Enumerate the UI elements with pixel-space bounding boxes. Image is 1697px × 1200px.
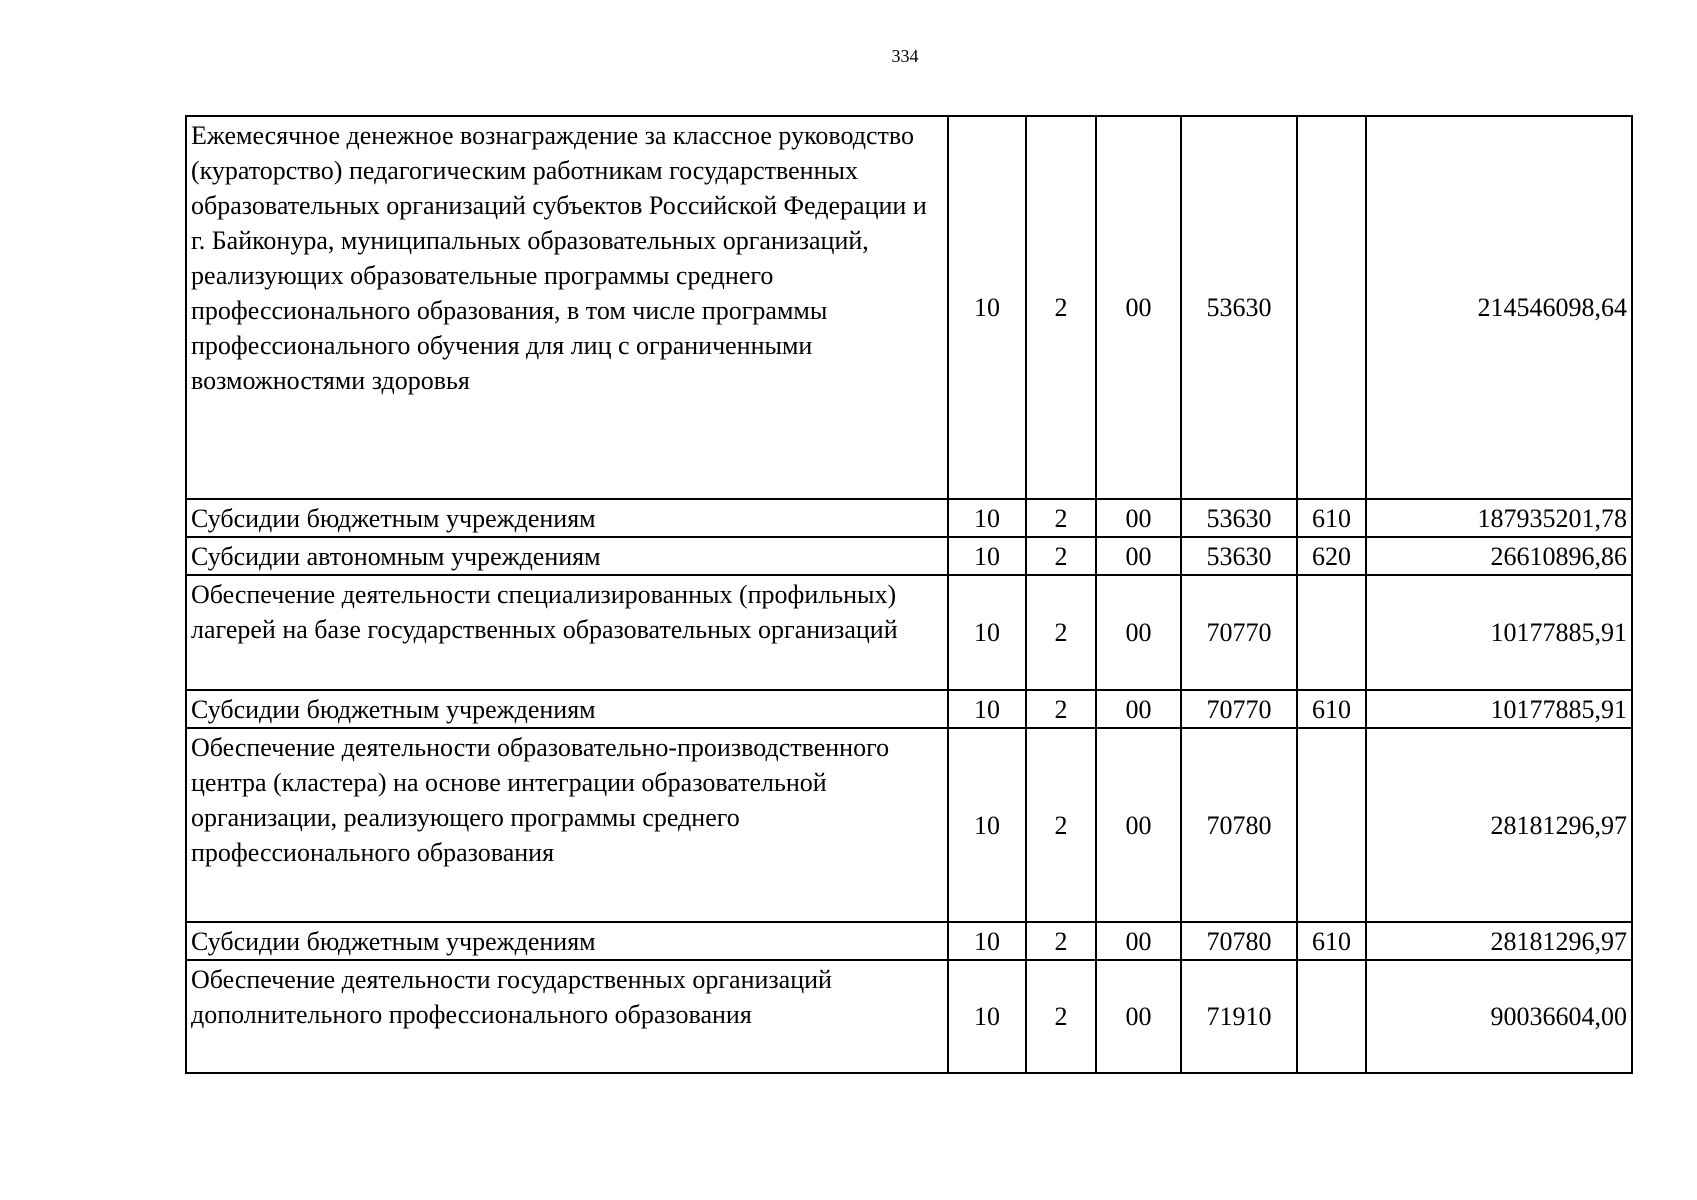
row-expense-type: 610 bbox=[1297, 499, 1366, 537]
row-amount: 26610896,86 bbox=[1366, 537, 1632, 575]
row-subprogram: 2 bbox=[1026, 575, 1096, 690]
row-amount: 214546098,64 bbox=[1366, 116, 1632, 499]
table-row bbox=[186, 690, 1632, 728]
table-row bbox=[186, 537, 1632, 575]
row-expense-type bbox=[1297, 116, 1366, 499]
row-section: 10 bbox=[948, 960, 1026, 1073]
row-subprogram: 2 bbox=[1026, 499, 1096, 537]
row-expense-type: 620 bbox=[1297, 537, 1366, 575]
row-direction: 53630 bbox=[1181, 116, 1297, 499]
row-direction: 71910 bbox=[1181, 960, 1297, 1073]
row-group: 00 bbox=[1096, 960, 1181, 1073]
table-row bbox=[186, 575, 1632, 690]
row-group: 00 bbox=[1096, 690, 1181, 728]
row-group: 00 bbox=[1096, 537, 1181, 575]
row-name: Субсидии бюджетным учреждениям bbox=[186, 690, 948, 728]
row-direction: 70780 bbox=[1181, 922, 1297, 960]
row-section: 10 bbox=[948, 690, 1026, 728]
table-row bbox=[186, 922, 1632, 960]
row-name: Субсидии автономным учреждениям bbox=[186, 537, 948, 575]
row-group: 00 bbox=[1096, 116, 1181, 499]
row-expense-type bbox=[1297, 575, 1366, 690]
row-name: Субсидии бюджетным учреждениям bbox=[186, 499, 948, 537]
row-expense-type: 610 bbox=[1297, 922, 1366, 960]
row-name: Ежемесячное денежное вознаграждение за классное руководство (кураторство) педагогическим работникам государственных образовательных организаций субъектов Российской Федерации и г. Байконура, муниципальных образовательных организаций, реализующих образовательные программы среднего профессионального образования, в том числе программы профессионального обучения для лиц с ограниченными возможностями здоровья bbox=[186, 116, 948, 499]
row-subprogram: 2 bbox=[1026, 690, 1096, 728]
row-amount: 90036604,00 bbox=[1366, 960, 1632, 1073]
row-expense-type bbox=[1297, 960, 1366, 1073]
budget-table bbox=[185, 115, 1633, 1074]
page-number: 334 bbox=[891, 46, 919, 66]
row-subprogram: 2 bbox=[1026, 960, 1096, 1073]
row-section: 10 bbox=[948, 116, 1026, 499]
row-section: 10 bbox=[948, 922, 1026, 960]
row-section: 10 bbox=[948, 575, 1026, 690]
row-section: 10 bbox=[948, 499, 1026, 537]
table-row bbox=[186, 728, 1632, 922]
row-expense-type bbox=[1297, 728, 1366, 922]
row-subprogram: 2 bbox=[1026, 728, 1096, 922]
row-direction: 70770 bbox=[1181, 690, 1297, 728]
row-name: Обеспечение деятельности образовательно-производственного центра (кластера) на основе интеграции образовательной организации, реализующего программы среднего профессионального образования bbox=[186, 728, 948, 922]
table-row bbox=[186, 960, 1632, 1073]
row-subprogram: 2 bbox=[1026, 116, 1096, 499]
row-direction: 70770 bbox=[1181, 575, 1297, 690]
row-name: Субсидии бюджетным учреждениям bbox=[186, 922, 948, 960]
row-group: 00 bbox=[1096, 922, 1181, 960]
row-direction: 70780 bbox=[1181, 728, 1297, 922]
row-group: 00 bbox=[1096, 575, 1181, 690]
row-amount: 187935201,78 bbox=[1366, 499, 1632, 537]
row-name: Обеспечение деятельности государственных организаций дополнительного профессионального образования bbox=[186, 960, 948, 1073]
row-subprogram: 2 bbox=[1026, 537, 1096, 575]
table-row bbox=[186, 499, 1632, 537]
row-subprogram: 2 bbox=[1026, 922, 1096, 960]
table-row bbox=[186, 116, 1632, 499]
row-amount: 10177885,91 bbox=[1366, 575, 1632, 690]
row-direction: 53630 bbox=[1181, 499, 1297, 537]
row-direction: 53630 bbox=[1181, 537, 1297, 575]
row-group: 00 bbox=[1096, 499, 1181, 537]
row-group: 00 bbox=[1096, 728, 1181, 922]
row-expense-type: 610 bbox=[1297, 690, 1366, 728]
row-name: Обеспечение деятельности специализированных (профильных) лагерей на базе государственных образовательных организаций bbox=[186, 575, 948, 690]
row-amount: 28181296,97 bbox=[1366, 922, 1632, 960]
row-section: 10 bbox=[948, 537, 1026, 575]
row-amount: 10177885,91 bbox=[1366, 690, 1632, 728]
row-amount: 28181296,97 bbox=[1366, 728, 1632, 922]
row-section: 10 bbox=[948, 728, 1026, 922]
